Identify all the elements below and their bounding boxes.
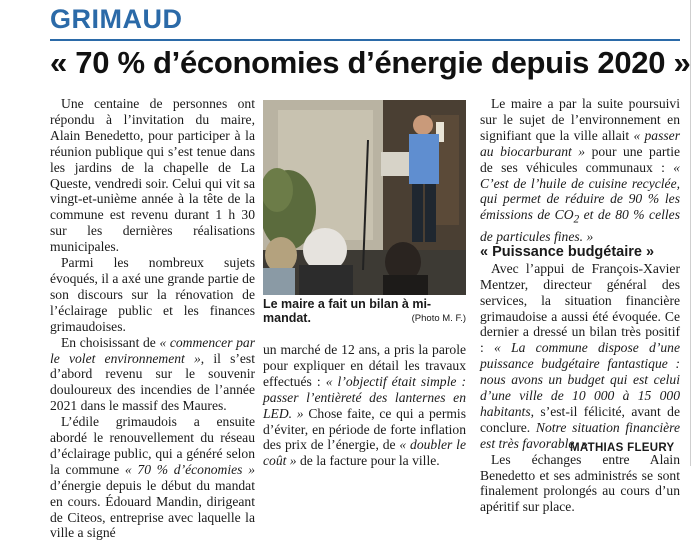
text-run: , il s’est d’abord revenu sur le souvenir douloureux des incendies de l’année 2021 dans le massif des Maures. — [50, 350, 255, 414]
text-run: Chose faite, ce qui a permis d’éviter, en période de forte inflation des prix de l’énergie, de — [263, 405, 466, 453]
text-run: « C’est de l’huile de cuisine recyclée, qui permet de réduire de 90 % les émissions de CO — [480, 159, 680, 223]
article-headline: « 70 % d’économies d’énergie depuis 2020 » — [50, 45, 691, 80]
article-photo — [263, 100, 466, 295]
text-run: , s’est-il félicité, avant de conclure. — [480, 403, 680, 435]
subheading: « Puissance budgétaire » — [480, 243, 655, 260]
quote: Notre situation financière est très favorable. » — [480, 419, 681, 451]
rubric-divider — [50, 39, 680, 41]
text-run: un marché de 12 ans, a pris la parole pour expliquer en détail les travaux effectués : — [263, 342, 466, 389]
paragraph: Une centaine de personnes ont répondu à l’invitation du maire, Alain Benedetto, pour participer à la réunion publique qui s’est tenue dans les jardins de la chapelle de La Queste, vendredi soir. Celui qui vit sa vingt-et-unième année à la tête de la commune est revenu durant 1 h 30 sur les dernières réalisations municipales. — [50, 96, 255, 255]
paragraph — [50, 335, 255, 415]
section-rubric: GRIMAUD — [50, 4, 183, 34]
paragraph — [263, 342, 466, 469]
photo-caption — [263, 297, 466, 326]
quote: « 70 % d’économies » — [124, 461, 255, 477]
text-run: d’énergie depuis le début du mandat en cours. Édouard Mandin, dirigeant de Citeos, entreprise avec laquelle la ville a signé — [50, 477, 255, 541]
article-column-2 — [263, 342, 466, 469]
article-column-1 — [50, 96, 255, 541]
text-run: Avec l’appui de François-Xavier Mentzer, directeur général des services, la situation financière grimaudoise a aussi été évoquée. Ce dernier a dressé un bilan très positif : — [480, 260, 680, 356]
quote: « l’objectif était simple : passer l’entièreté des lanternes en LED. » — [263, 373, 466, 421]
paragraph — [480, 261, 680, 452]
page-edge — [690, 0, 691, 466]
text-run: de la facture pour la ville. — [296, 453, 440, 469]
photo-credit: (Photo M. F.) — [411, 313, 466, 324]
quote: « passer au biocarburant » — [480, 127, 680, 159]
caption-text: Le maire a fait un bilan à mi-mandat. — [263, 297, 432, 325]
text-run: L’édile grimaudois a ensuite abordé le renouvellement du réseau d’éclairage public, qui a généré selon la commune — [50, 414, 255, 477]
text-run: et de 80 % celles de particules fines. » — [480, 207, 680, 244]
author-signature: MATHIAS FLEURY — [570, 442, 675, 454]
paragraph: Parmi les nombreux sujets évoqués, il a axé une grande partie de son discours sur la rénovation de l’éclairage public et les finances grimaudoises. — [50, 255, 255, 334]
text-run: Le maire a par la suite poursuivi sur le sujet de l’environnement en signifiant que la ville allait — [480, 96, 680, 143]
quote: « doubler le coût » — [263, 437, 466, 469]
mayor-speech-photo — [263, 100, 466, 295]
quote: « La commune dispose d’une puissance budgétaire fantastique : nous avons un budget qui est celui d’une ville de 10 000 à 15 000 habitants — [480, 340, 680, 419]
paragraph: Les échanges entre Alain Benedetto et ses administrés se sont finalement prolongés au cours d’un apéritif sur place. — [480, 451, 680, 515]
text-run: pour une partie de ses véhicules communaux : — [480, 143, 681, 175]
paragraph — [50, 414, 255, 541]
quote: « commencer par le volet environnement » — [50, 334, 255, 366]
subscript: 2 — [573, 214, 580, 227]
text-run: En choisissant de — [61, 334, 160, 350]
paragraph — [480, 96, 680, 245]
